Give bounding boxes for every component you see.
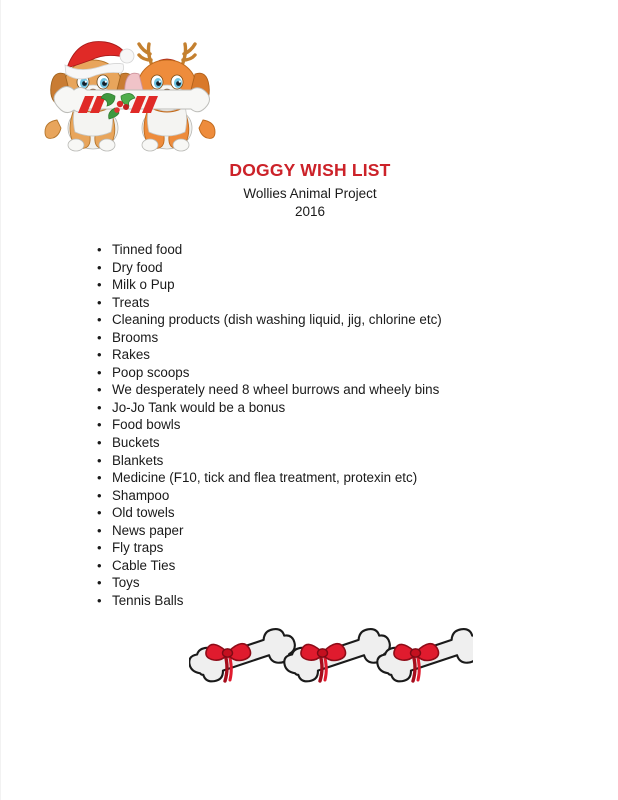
organization-name: Wollies Animal Project <box>243 186 377 201</box>
list-item: • News paper <box>97 522 567 540</box>
list-item: • Poop scoops <box>97 364 567 382</box>
list-item: • Treats <box>97 294 567 312</box>
list-item: • We desperately need 8 wheel burrows and wheely bins <box>97 381 567 399</box>
list-item: • Food bowls <box>97 416 567 434</box>
page-title: DOGGY WISH LIST <box>229 160 391 180</box>
list-item: • Toys <box>97 574 567 592</box>
bones-with-bows-image <box>189 628 473 698</box>
list-item: • Shampoo <box>97 487 567 505</box>
list-item: • Cleaning products (dish washing liquid, jig, chlorine etc) <box>97 311 567 329</box>
list-item: • Medicine (F10, tick and flea treatment, protexin etc) <box>97 469 567 487</box>
title-block <box>1 160 618 220</box>
list-item: • Brooms <box>97 329 567 347</box>
list-item: • Rakes <box>97 346 567 364</box>
list-item: • Milk o Pup <box>97 276 567 294</box>
list-item: • Fly traps <box>97 539 567 557</box>
list-item: • Dry food <box>97 259 567 277</box>
list-item: • Old towels <box>97 504 567 522</box>
list-item: • Buckets <box>97 434 567 452</box>
list-item: • Jo-Jo Tank would be a bonus <box>97 399 567 417</box>
christmas-puppies-image <box>41 24 219 152</box>
list-item: • Blankets <box>97 452 567 470</box>
list-item: • Cable Ties <box>97 557 567 575</box>
wish-list <box>97 241 567 609</box>
list-item: • Tinned food <box>97 241 567 259</box>
document-year: 2016 <box>294 203 326 219</box>
list-item: • Tennis Balls <box>97 592 567 610</box>
